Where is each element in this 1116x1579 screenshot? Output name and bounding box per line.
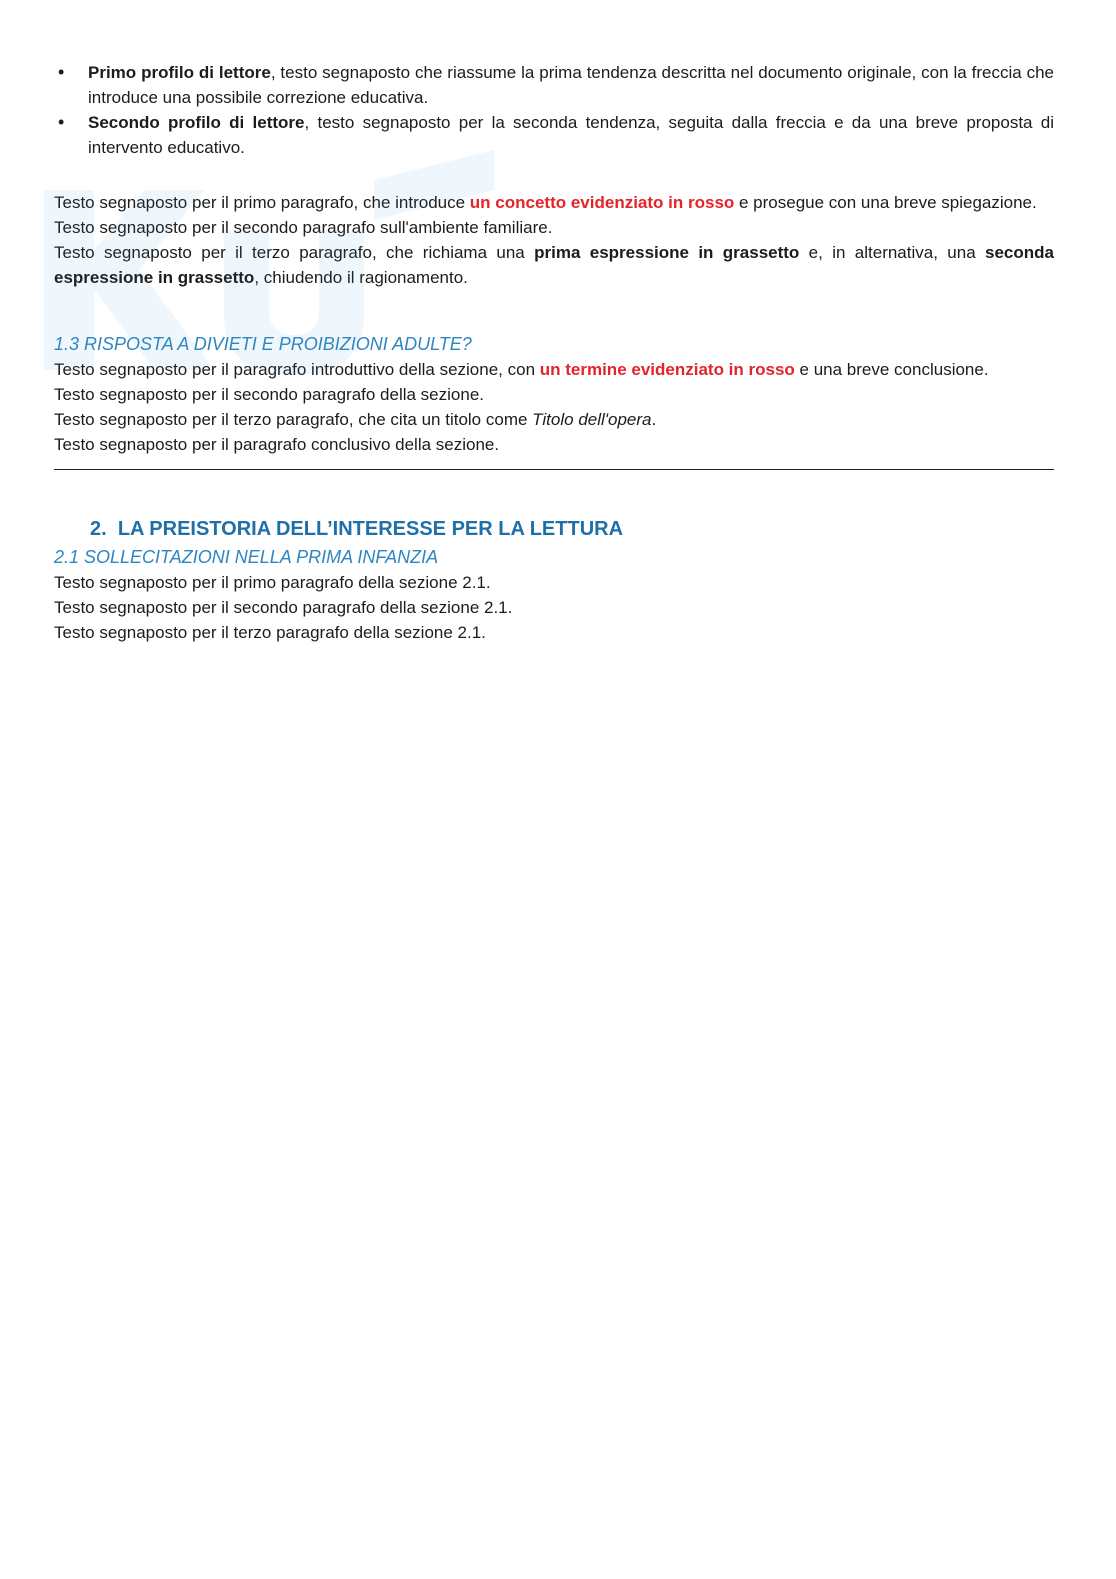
paragraph: Testo segnaposto per il terzo paragrafo, che richiama una prima espressione in grassetto e, in alternativa, una seconda espressione in grassetto, chiudendo il ragionamento. [54, 243, 1054, 287]
red-highlight: un concetto evidenziato in rosso [469, 193, 735, 212]
list-item [54, 60, 1054, 110]
bold-term: prima espressione in grassetto [534, 243, 800, 262]
separator-line [54, 469, 1054, 470]
paragraph: Testo segnaposto per il primo paragrafo, che introduce un concetto evidenziato in rosso e prosegue con una breve spiegazione. [54, 193, 1037, 212]
bullet-list [54, 60, 1054, 160]
bullet-1-text: , testo segnaposto che riassume la prima tendenza descritta nel documento originale, con la freccia che introduce una possibile correzione educativa. [88, 63, 1054, 107]
paragraph: Testo segnaposto per il paragrafo introduttivo della sezione, con un termine evidenziato in rosso e una breve conclusione. [54, 360, 989, 379]
paragraph: Testo segnaposto per il secondo paragrafo della sezione. [54, 385, 485, 404]
chapter-title: LA PREISTORIA DELL’INTERESSE PER LA LETTURA [117, 518, 624, 540]
paragraph: Testo segnaposto per il primo paragrafo della sezione 2.1. [54, 573, 491, 592]
book-title: Titolo dell'opera [532, 410, 652, 429]
paragraph: Testo segnaposto per il terzo paragrafo della sezione 2.1. [54, 623, 486, 642]
paragraph: Testo segnaposto per il paragrafo conclusivo della sezione. [54, 435, 500, 454]
paragraph: Testo segnaposto per il secondo paragrafo della sezione 2.1. [54, 598, 513, 617]
paragraph: Testo segnaposto per il terzo paragrafo, che cita un titolo come Titolo dell'opera. [54, 410, 657, 429]
section-heading-2-1: 2.1 SOLLECITAZIONI NELLA PRIMA INFANZIA [54, 547, 439, 567]
chapter-number: 2. [90, 518, 107, 540]
list-item [54, 110, 1054, 160]
bullet-2-text: , testo segnaposto per la seconda tendenza, seguita dalla freccia e da una breve proposta di intervento educativo. [88, 113, 1054, 157]
bold-term: seconda espressione in grassetto [54, 243, 1054, 287]
chapter-heading [90, 518, 1054, 541]
bullet-2-strong: Secondo profilo di lettore [88, 113, 305, 132]
red-highlight: un termine evidenziato in rosso [539, 360, 795, 379]
section-heading-1-3: 1.3 RISPOSTA A DIVIETI E PROIBIZIONI ADULTE? [54, 334, 472, 354]
bullet-1-strong: Primo profilo di lettore [88, 63, 271, 82]
paragraph: Testo segnaposto per il secondo paragrafo sull'ambiente familiare. [54, 218, 553, 237]
